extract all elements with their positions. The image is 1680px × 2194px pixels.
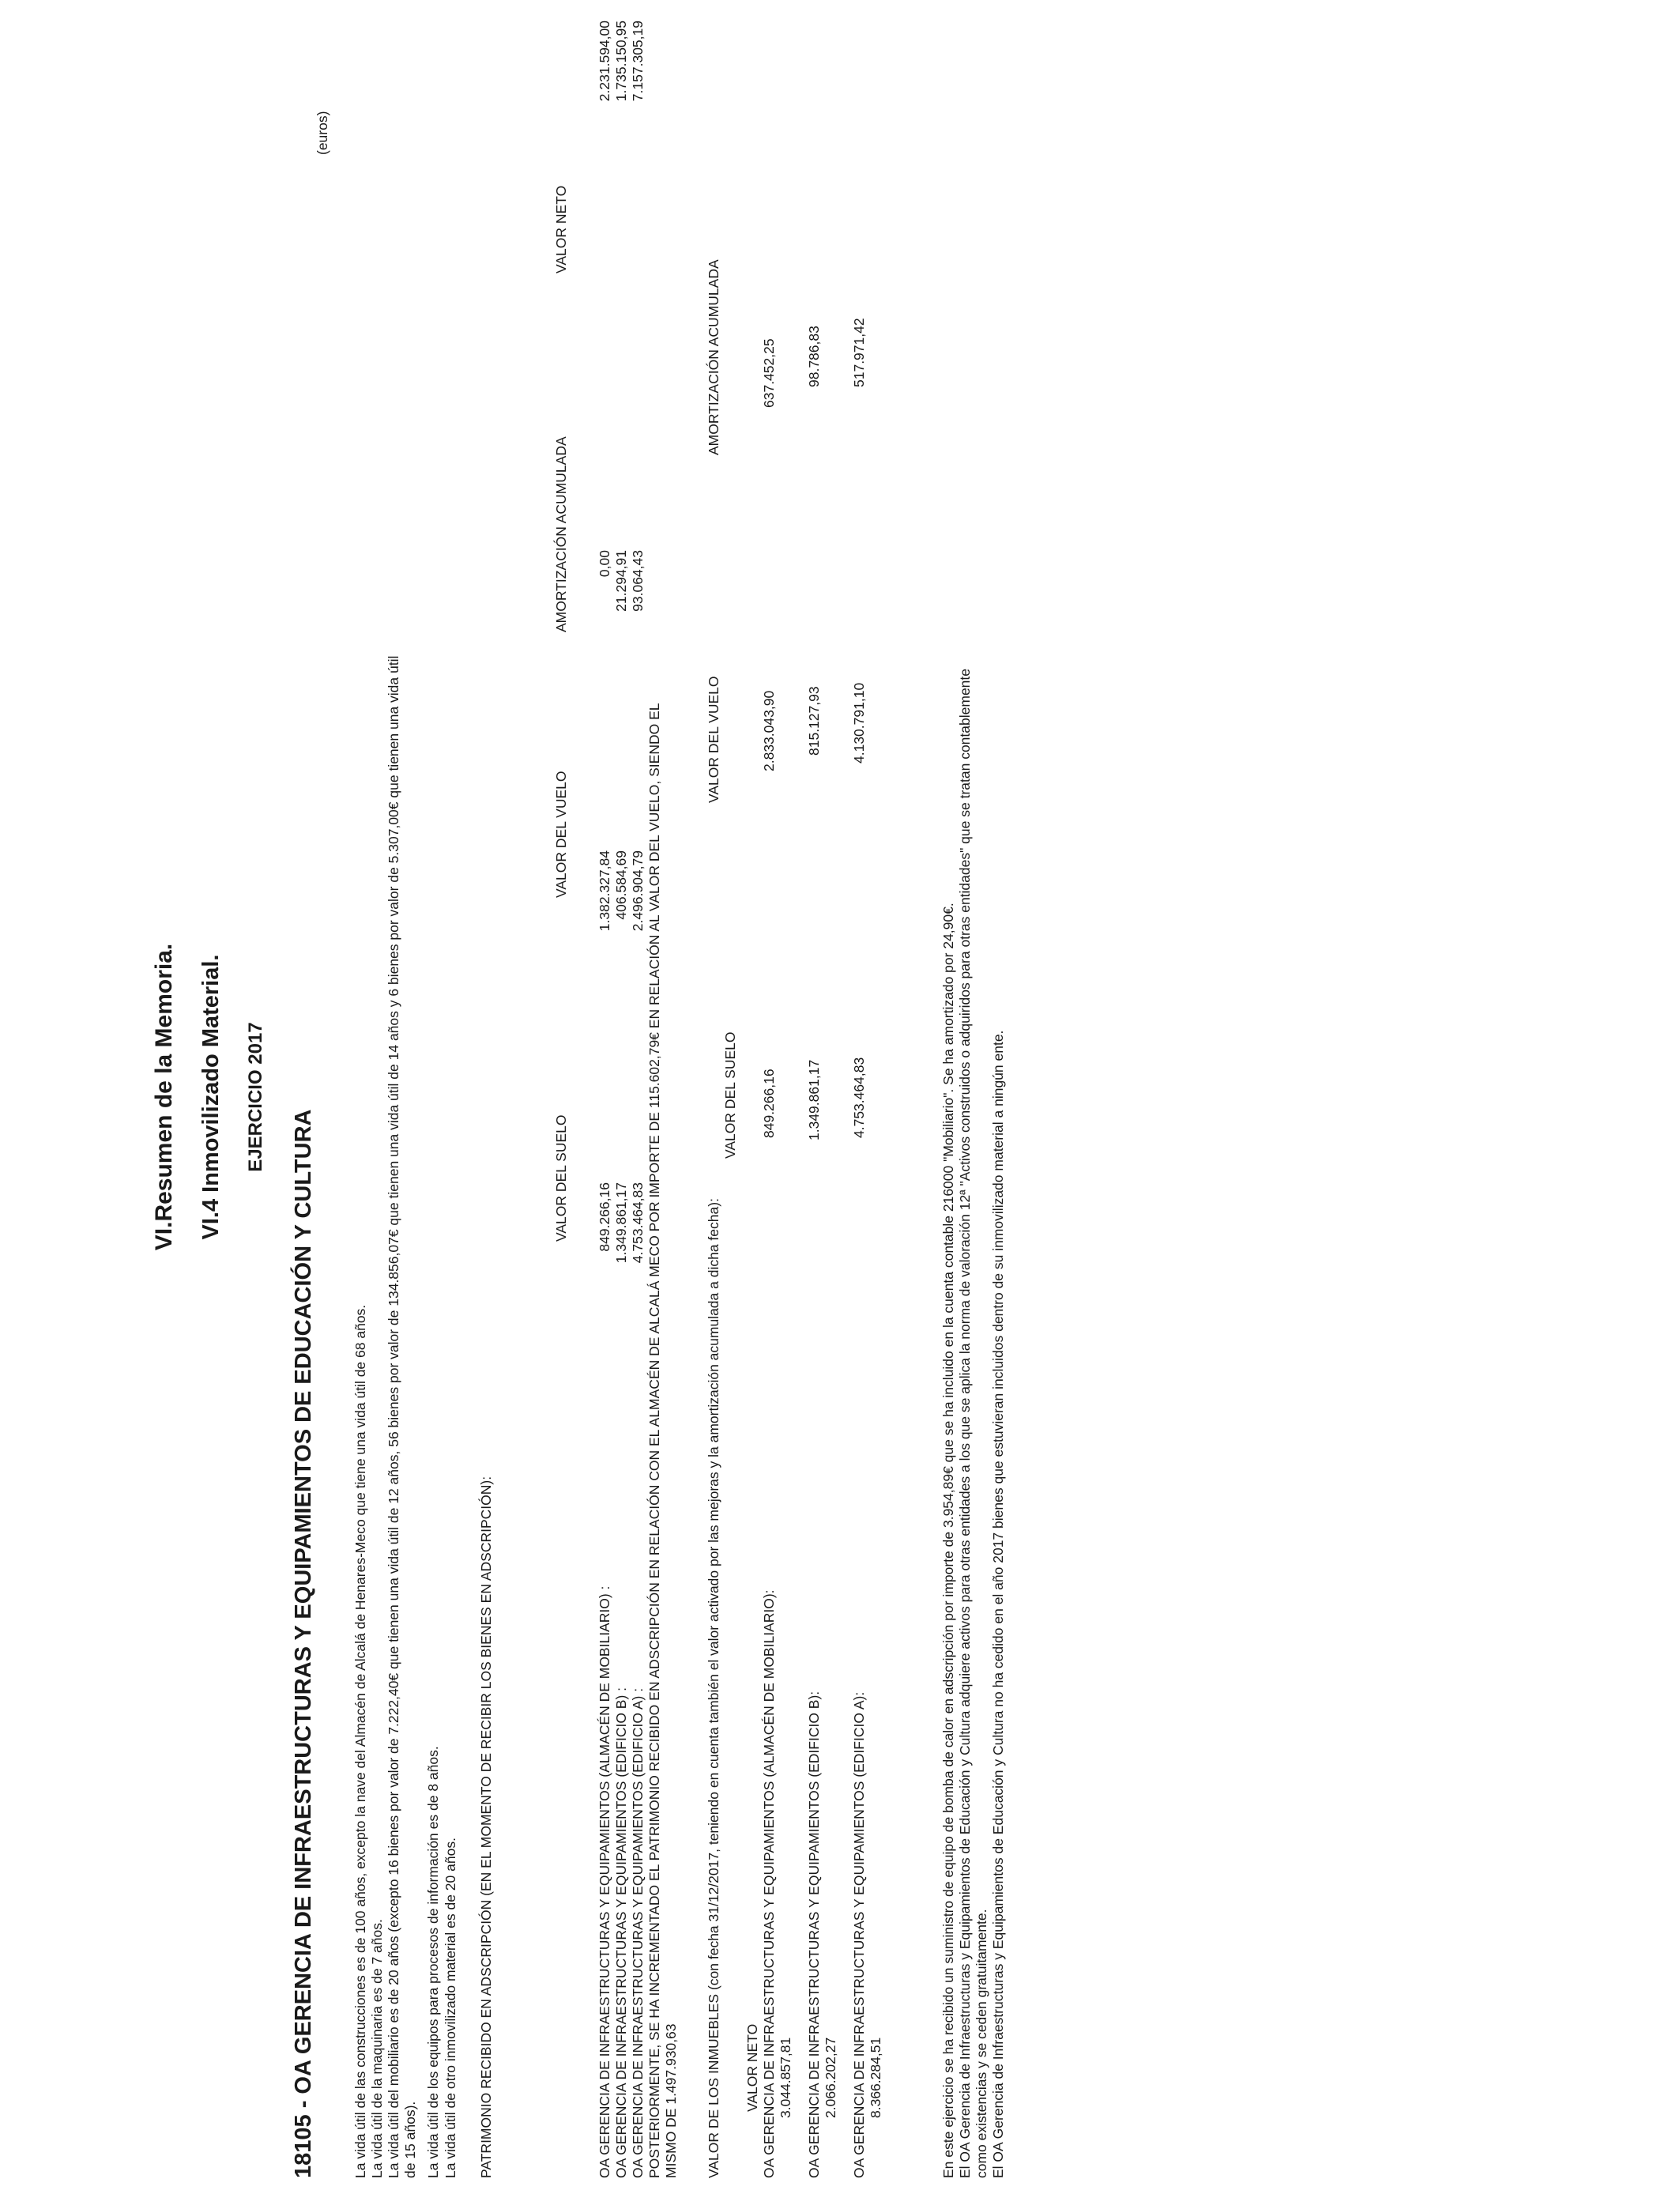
t2-row-vuelo: 815.127,93 bbox=[806, 686, 822, 756]
useful-life-line: La vida útil de las construcciones es de 100 años, excepto la nave del Almacén de Alcalá de Henares-Meco que tiene una vida útil de 68 años. bbox=[352, 1304, 368, 2178]
t1-row-suelo: 4.753.464,83 bbox=[630, 1182, 646, 1264]
t1-row-vuelo: 1.382.327,84 bbox=[597, 850, 612, 932]
t1-h-neto: VALOR NETO bbox=[553, 185, 569, 273]
t1-row-amort: 93.064,43 bbox=[630, 550, 646, 612]
t1-h-suelo: VALOR DEL SUELO bbox=[553, 1114, 569, 1242]
t2-row-amort: 98.786,83 bbox=[806, 326, 822, 387]
table2-intro: VALOR DE LOS INMUEBLES (con fecha 31/12/2017, teniendo en cuenta también el valor activado por las mejoras y la amortización acumulada a dicha fecha): bbox=[706, 1198, 721, 2178]
t2-row-amort: 637.452,25 bbox=[761, 338, 777, 408]
t2-row-suelo: 1.349.861,17 bbox=[806, 1059, 822, 1140]
footer-line: como existencias y se ceden gratuitamente. bbox=[974, 1909, 989, 2178]
t2-h-vuelo: VALOR DEL VUELO bbox=[706, 676, 721, 803]
t2-row-label: OA GERENCIA DE INFRAESTRUCTURAS Y EQUIPAMIENTOS (EDIFICIO B): bbox=[806, 1691, 822, 2178]
t1-row-vuelo: 2.496.904,79 bbox=[630, 850, 646, 932]
useful-life-line: La vida útil de los equipos para procesos de información es de 8 años. bbox=[425, 1746, 441, 2178]
t1-row-suelo: 849.266,16 bbox=[597, 1182, 612, 1252]
t1-row-label: OA GERENCIA DE INFRAESTRUCTURAS Y EQUIPAMIENTOS (EDIFICIO B) : bbox=[613, 1687, 629, 2178]
t1-h-amort: AMORTIZACIÓN ACUMULADA bbox=[553, 436, 569, 632]
t1-note: MISMO DE 1.497.930,63 bbox=[663, 2023, 679, 2178]
t2-h-amort: AMORTIZACIÓN ACUMULADA bbox=[706, 259, 721, 455]
t1-row-label: OA GERENCIA DE INFRAESTRUCTURAS Y EQUIPAMIENTOS (ALMACÉN DE MOBILIARIO) : bbox=[597, 1585, 612, 2178]
t2-row-amort: 517.971,42 bbox=[851, 318, 867, 387]
useful-life-line: La vida útil de la maquinaria es de 7 años. bbox=[369, 1919, 385, 2178]
t1-row-amort: 0,00 bbox=[597, 550, 612, 578]
t2-row-suelo: 4.753.464,83 bbox=[851, 1057, 867, 1138]
footer-line: El OA Gerencia de Infraestructuras y Equipamientos de Educación y Cultura adquiere activos para otras entidades a los que se aplica la norma de valoración 12ª "Activos construidos o adquiridos para otras entidades" que se tratan contablemente bbox=[957, 668, 973, 2178]
t1-row-suelo: 1.349.861,17 bbox=[613, 1182, 629, 1264]
t2-row-neto: 8.366.284,51 bbox=[868, 2037, 883, 2118]
t2-h-neto: VALOR NETO bbox=[744, 2023, 760, 2112]
table1-intro: PATRIMONIO RECIBIDO EN ADSCRIPCIÓN (EN EL MOMENTO DE RECIBIR LOS BIENES EN ADSCRIPCIÓN): bbox=[478, 1476, 494, 2178]
t2-row-vuelo: 4.130.791,10 bbox=[851, 682, 867, 763]
t1-row-label: OA GERENCIA DE INFRAESTRUCTURAS Y EQUIPAMIENTOS (EDIFICIO A) : bbox=[630, 1687, 646, 2178]
organism-title: 18105 - OA GERENCIA DE INFRAESTRUCTURAS Y EQUIPAMIENTOS DE EDUCACIÓN Y CULTURA bbox=[291, 1109, 316, 2178]
t1-row-amort: 21.294,91 bbox=[613, 550, 629, 612]
t1-row-neto: 1.735.150,95 bbox=[613, 21, 629, 102]
t2-row-neto: 2.066.202,27 bbox=[823, 2037, 838, 2118]
useful-life-line: de 15 años). bbox=[402, 2101, 418, 2178]
t1-note: POSTERIORMENTE, SE HA INCREMENTADO EL PATRIMONIO RECIBIDO EN ADSCRIPCIÓN EN RELACIÓN CON EL ALMACÉN DE ALCALÁ MECO POR IMPORTE DE 115.602,79€ EN RELACIÓN AL VALOR DEL VUELO, SIENDO EL bbox=[646, 703, 662, 2178]
footer-line: El OA Gerencia de Infraestructuras y Equipamientos de Educación y Cultura no ha cedido en el año 2017 bienes que estuvieran incluidos dentro de su inmovilizado material a ningún ente. bbox=[990, 1030, 1006, 2178]
t2-row-label: OA GERENCIA DE INFRAESTRUCTURAS Y EQUIPAMIENTOS (EDIFICIO A): bbox=[851, 1691, 867, 2178]
t2-h-suelo: VALOR DEL SUELO bbox=[722, 1031, 738, 1159]
t1-h-vuelo: VALOR DEL VUELO bbox=[553, 771, 569, 898]
t2-row-label: OA GERENCIA DE INFRAESTRUCTURAS Y EQUIPAMIENTOS (ALMACÉN DE MOBILIARIO): bbox=[761, 1589, 777, 2178]
useful-life-line: La vida útil del mobiliario es de 20 años (excepto 16 bienes por valor de 7.222,40€ que tienen una vida útil de 12 años, 56 bienes por valor de 134.856,07€ que tienen una vida útil de 14 años y 6 bienes por valor de 5.307,00€ que tienen una vida útil bbox=[386, 655, 401, 2178]
t1-row-vuelo: 406.584,69 bbox=[613, 850, 629, 920]
t1-row-neto: 7.157.305,19 bbox=[630, 21, 646, 102]
t1-row-neto: 2.231.594,00 bbox=[597, 21, 612, 102]
useful-life-line: La vida útil de otro inmovilizado material es de 20 años. bbox=[443, 1838, 458, 2178]
units-label: (euros) bbox=[315, 111, 330, 155]
exercise-title: EJERCICIO 2017 bbox=[245, 1022, 266, 1172]
page-title: VI.Resumen de la Memoria. bbox=[151, 943, 177, 1251]
t2-row-suelo: 849.266,16 bbox=[761, 1069, 777, 1138]
t2-row-neto: 3.044.857,81 bbox=[778, 2037, 793, 2118]
footer-line: En este ejercicio se ha recibido un suministro de equipo de bomba de calor en adscripción por importe de 3.954,89€ que se ha incluido en la cuenta contable 216000 "Mobiliario". Se ha amortizado por 24,90€. bbox=[940, 903, 956, 2178]
section-title: VI.4 Inmovilizado Material. bbox=[198, 954, 224, 1240]
t2-row-vuelo: 2.833.043,90 bbox=[761, 690, 777, 771]
